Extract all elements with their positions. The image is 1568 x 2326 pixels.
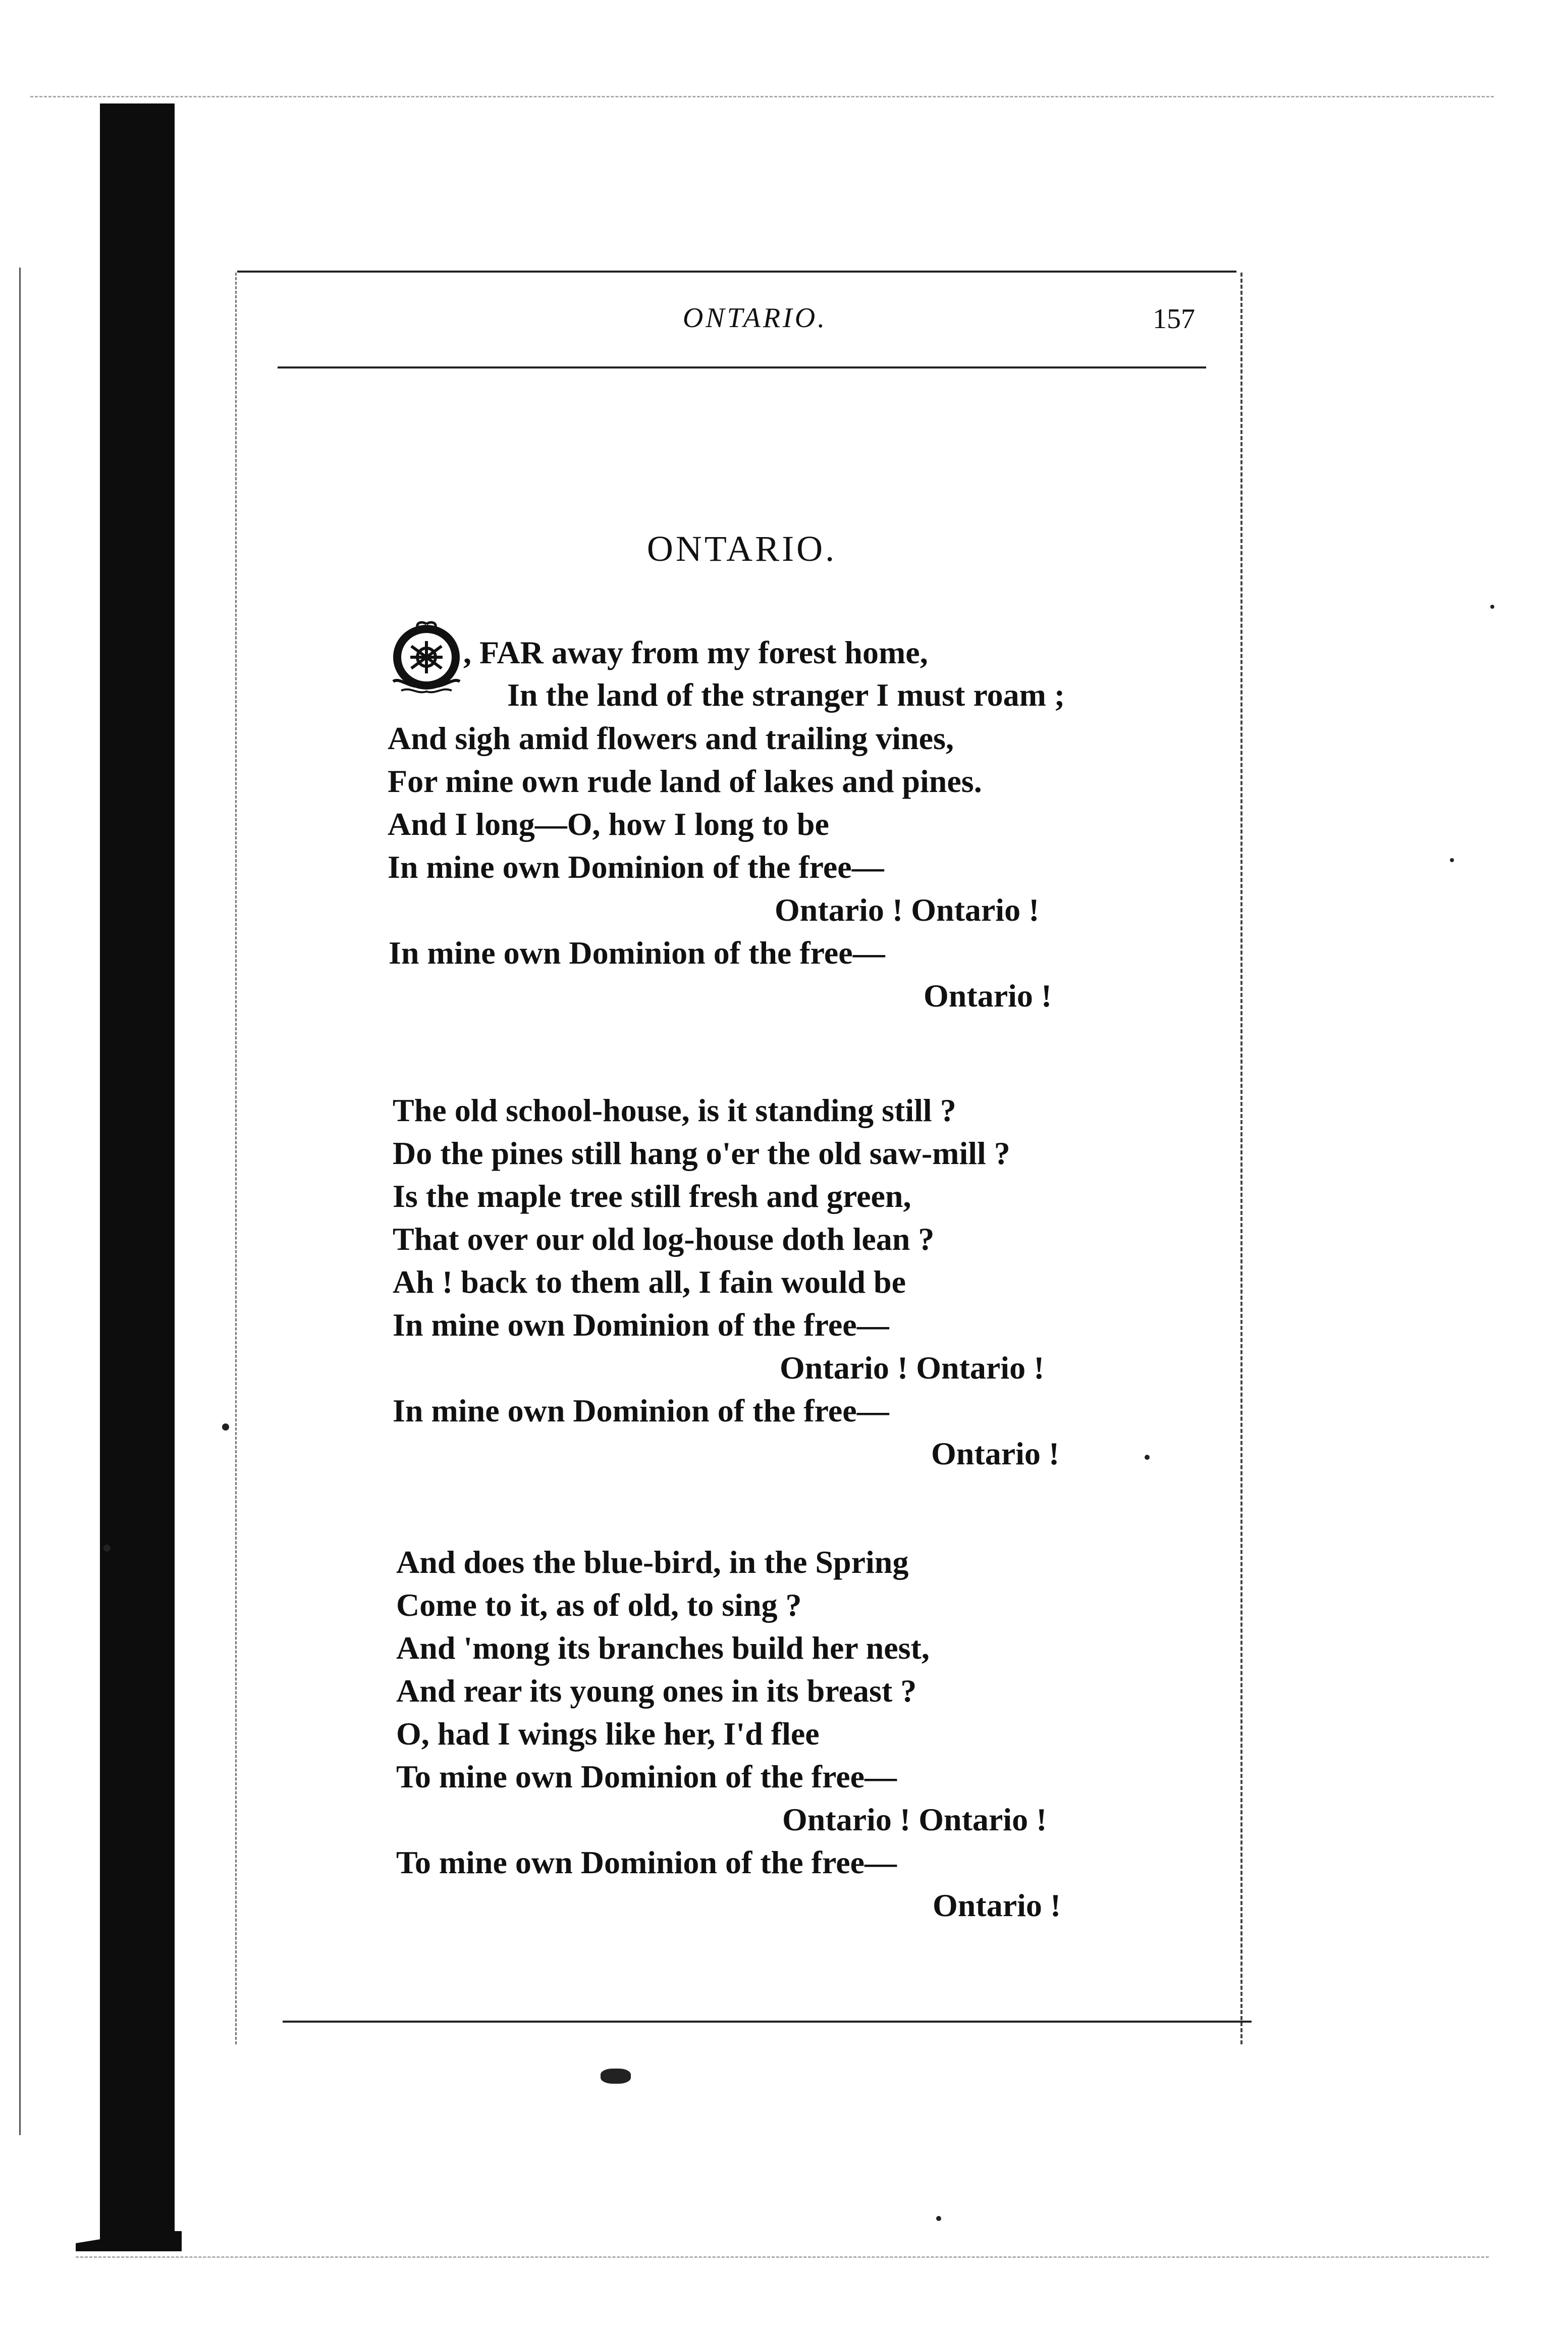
page-frame-right	[1240, 273, 1242, 2044]
left-edge-line	[19, 268, 21, 2135]
stray-mark	[222, 1423, 229, 1431]
poem-line: The old school-house, is it standing still ?	[393, 1092, 956, 1128]
poem-refrain: Ontario ! Ontario !	[775, 892, 1040, 928]
poem-line: Come to it, as of old, to sing ?	[396, 1587, 802, 1623]
poem-line: In the land of the stranger I must roam ;	[507, 677, 1065, 713]
poem-line: In mine own Dominion of the free—	[388, 849, 884, 885]
poem-line: And sigh amid flowers and trailing vines,	[388, 720, 954, 756]
header-rule	[278, 366, 1206, 368]
binding-shadow	[100, 103, 175, 2249]
page-number: 157	[1153, 303, 1195, 335]
poem-line: To mine own Dominion of the free—	[396, 1759, 897, 1794]
poem-line: And I long—O, how I long to be	[388, 806, 829, 842]
poem-line: In mine own Dominion of the free—	[393, 1307, 889, 1343]
poem-refrain: Ontario !	[924, 978, 1052, 1014]
poem-line: , FAR away from my forest home,	[463, 635, 928, 670]
poem-refrain: Ontario !	[931, 1436, 1060, 1471]
poem-line: And 'mong its branches build her nest,	[396, 1630, 930, 1666]
poem-line: Do the pines still hang o'er the old saw-mill ?	[393, 1135, 1010, 1171]
speck	[103, 1545, 111, 1552]
bottom-scan-dashes	[76, 2256, 1489, 2259]
speck	[1145, 1455, 1150, 1460]
poem-line: For mine own rude land of lakes and pines.	[388, 763, 982, 799]
poem-refrain: Ontario ! Ontario !	[780, 1350, 1045, 1386]
poem-refrain: Ontario ! Ontario !	[782, 1802, 1047, 1837]
page-frame-left	[235, 273, 237, 2044]
poem-title: ONTARIO.	[646, 528, 837, 569]
poem-line: Is the maple tree still fresh and green,	[393, 1178, 911, 1214]
poem-line: In mine own Dominion of the free—	[393, 1393, 889, 1429]
poem-line: And rear its young ones in its breast ?	[396, 1673, 917, 1709]
poem-line: Ah ! back to them all, I fain would be	[393, 1264, 906, 1300]
poem-line: And does the blue-bird, in the Spring	[396, 1544, 909, 1580]
page-frame-top	[237, 271, 1236, 273]
speck	[1450, 858, 1454, 862]
speck	[1490, 605, 1494, 609]
printer-ornament-mark	[601, 2069, 631, 2084]
top-scan-dashes	[30, 96, 1494, 99]
poem-refrain: Ontario !	[933, 1887, 1061, 1923]
page-frame-bottom	[283, 2021, 1252, 2023]
speck	[936, 2216, 941, 2221]
poem-line: To mine own Dominion of the free—	[396, 1844, 897, 1880]
poem-line: That over our old log-house doth lean ?	[393, 1221, 935, 1257]
poem-line: O, had I wings like her, I'd flee	[396, 1716, 820, 1752]
poem-line: In mine own Dominion of the free—	[389, 935, 885, 971]
running-head: ONTARIO.	[682, 302, 828, 334]
ornamental-initial-o-icon	[386, 621, 467, 697]
